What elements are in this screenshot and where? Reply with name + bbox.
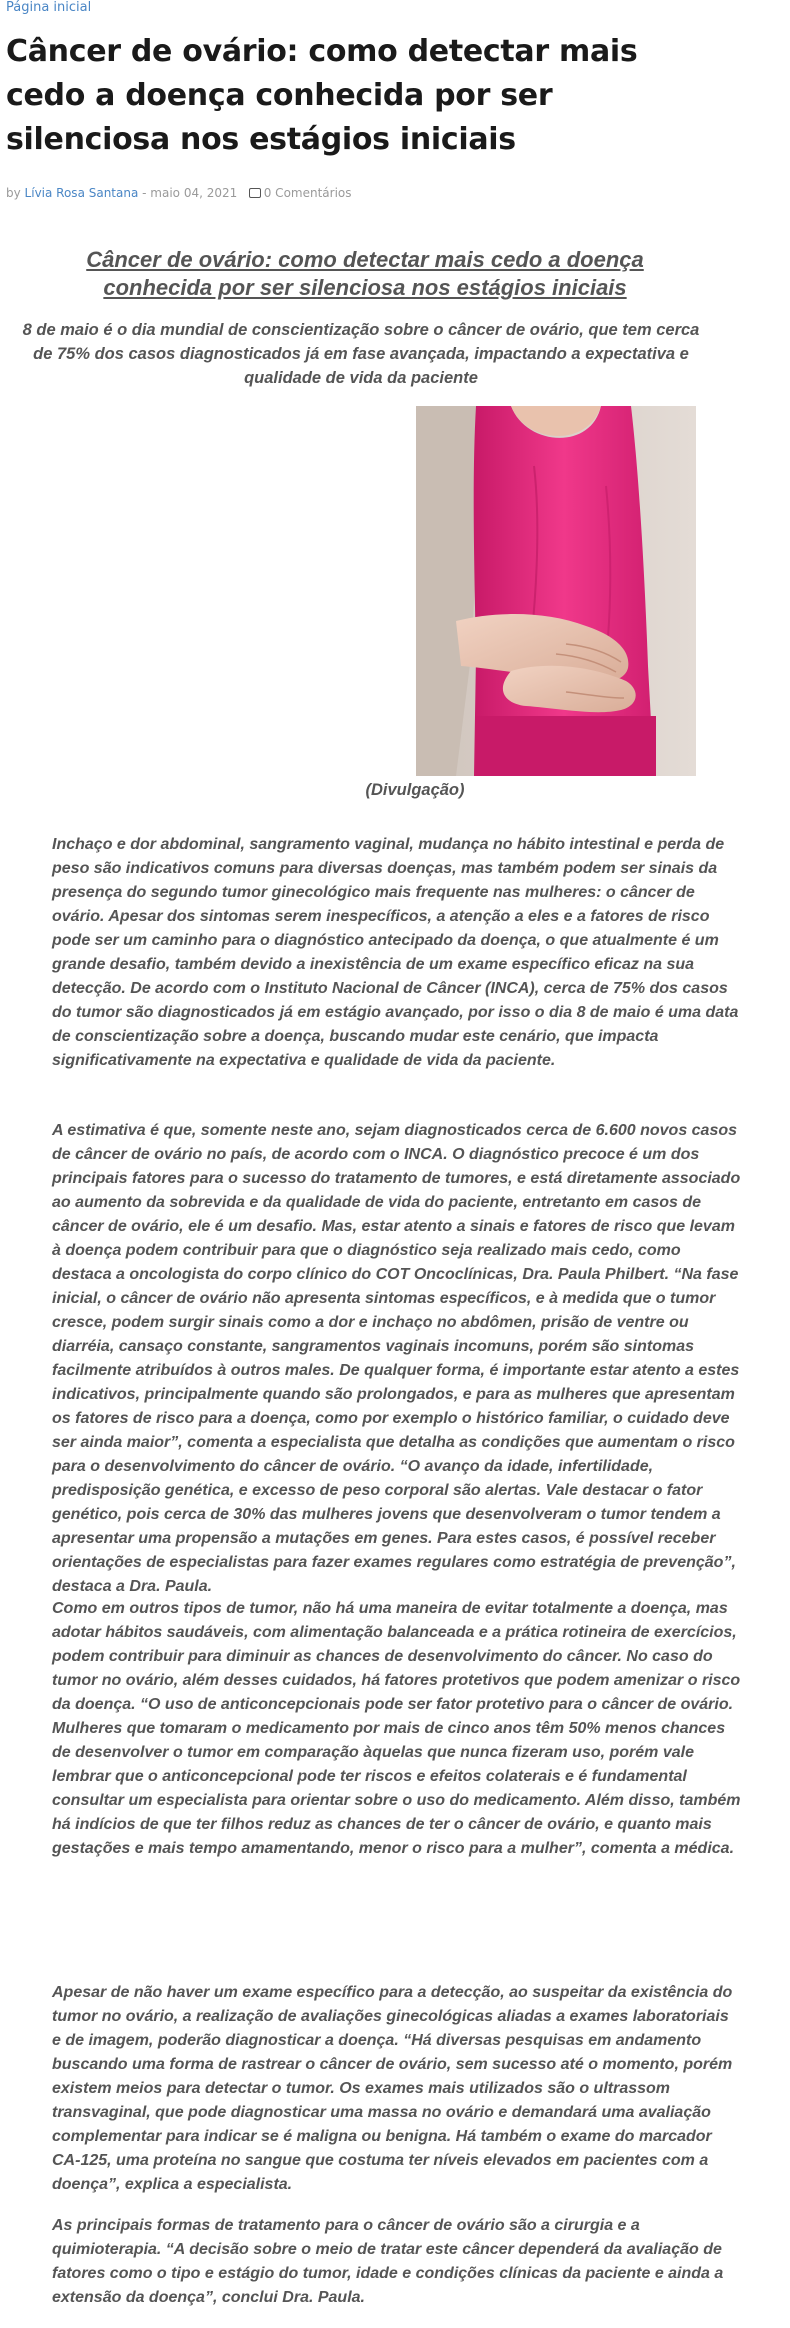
woman-abdomen-illustration — [416, 406, 696, 776]
comment-icon — [249, 188, 261, 198]
meta-by: by — [6, 186, 21, 200]
article-paragraph: A estimativa é que, somente neste ano, sejam diagnosticados cerca de 6.600 novos casos de câncer de ovário no país, de acordo com o INCA. O diagnóstico precoce é um dos principais fatores para o sucesso do tratamento de tumores, e está diretamente associado ao aumento da sobrevida e da qualidade de vida do paciente, entretanto em casos de câncer de ovário, ele é um desafio. Mas, estar atento a sinais e fatores de risco que levam à doença podem contribuir para que o diagnóstico seja realizado mais cedo, como destaca a oncologista do corpo clínico do COT Oncoclínicas, Dra. Paula Philbert. “Na fase inicial, o câncer de ovário não apresenta sintomas específicos, e à medida que o tumor cresce, podem surgir sinais como a dor e inchaço no abdômen, prisão de ventre ou diarréia, cansaço constante, sangramentos vaginais incomuns, porém são sintomas facilmente atribuídos à outros males. De qualquer forma, é importante estar atento a estes indicativos, principalmente quando são prolongados, e para as mulheres que apresentam os fatores de risco para a doença, como por exemplo o histórico familiar, o cuidado deve ser ainda maior”, comenta a especialista que detalha as condições que aumentam o risco para o desenvolvimento do câncer de ovário. “O avanço da idade, infertilidade, predisposição genética, e excesso de peso corporal são alertas. Vale destacar o fator genético, pois cerca de 30% das mulheres jovens que desenvolveram o tumor tendem a apresentar uma propensão a mutações em genes. Para estes casos, é possível receber orientações de especialistas para fazer exames regulares como estratégia de prevenção”, destaca a Dra. Paula. — [52, 1122, 741, 1595]
comments-link[interactable]: 0 Comentários — [263, 186, 352, 200]
author-link[interactable]: Lívia Rosa Santana — [24, 186, 139, 200]
article-subtitle: Câncer de ovário: como detectar mais cedo a doença conhecida por ser silenciosa nos estágios iniciais — [86, 247, 644, 300]
image-caption: (Divulgação) — [365, 781, 465, 799]
article-paragraph: As principais formas de tratamento para o câncer de ovário são a cirurgia e a quimioterapia. “A decisão sobre o meio de tratar este câncer dependerá da avaliação de fatores como o tipo e estágio do tumor, idade e condições clínicas da paciente e ainda a extensão da doença”, conclui Dra. Paula. — [52, 2217, 724, 2306]
meta-separator: - — [138, 186, 151, 200]
article-meta — [6, 186, 352, 200]
breadcrumb-home-link[interactable]: Página inicial — [6, 0, 92, 15]
article-paragraph: Como em outros tipos de tumor, não há uma maneira de evitar totalmente a doença, mas adotar hábitos saudáveis, com alimentação balanceada e a prática rotineira de exercícios, podem contribuir para diminuir as chances de desenvolvimento do câncer. No caso do tumor no ovário, além desses cuidados, há fatores protetivos que podem amenizar o risco da doença. “O uso de anticoncepcionais pode ser fator protetivo para o câncer de ovário. Mulheres que tomaram o medicamento por mais de cinco anos têm 50% menos chances de desenvolver o tumor em comparação àquelas que nunca fizeram uso, porém vale lembrar que o anticoncepcional pode ter riscos e efeitos colaterais e é fundamental consultar um especialista para orientar sobre o uso do medicamento. Além disso, também há indícios de que ter filhos reduz as chances de ter o câncer de ovário, e quanto mais gestações e mais tempo amamentando, menor o risco para a mulher”, comenta a médica. — [52, 1600, 741, 1857]
article-lead: 8 de maio é o dia mundial de conscientização sobre o câncer de ovário, que tem cerca de 75% dos casos diagnosticados já em fase avançada, impactando a expectativa e qualidade de vida da paciente — [22, 321, 700, 387]
article-photo — [416, 406, 696, 776]
publish-date: maio 04, 2021 — [150, 186, 238, 200]
article-title: Câncer de ovário: como detectar mais cedo a doença conhecida por ser silenciosa nos estágios iniciais — [6, 34, 638, 157]
article-paragraph: Inchaço e dor abdominal, sangramento vaginal, mudança no hábito intestinal e perda de peso são indicativos comuns para diversas doenças, mas também podem ser sinais da presença do segundo tumor ginecológico mais frequente nas mulheres: o câncer de ovário. Apesar dos sintomas serem inespecíficos, a atenção a eles e a fatores de risco pode ser um caminho para o diagnóstico antecipado da doença, o que atualmente é um grande desafio, também devido a inexistência de um exame específico eficaz na sua detecção. De acordo com o Instituto Nacional de Câncer (INCA), cerca de 75% dos casos do tumor são diagnosticados já em estágio avançado, por isso o dia 8 de maio é uma data de conscientização sobre a doença, buscando mudar este cenário, que impacta significativamente na expectativa e qualidade de vida da paciente. — [52, 836, 739, 1069]
article-paragraph: Apesar de não haver um exame específico para a detecção, ao suspeitar da existência do tumor no ovário, a realização de avaliações ginecológicas aliadas a exames laboratoriais e de imagem, poderão diagnosticar a doença. “Há diversas pesquisas em andamento buscando uma forma de rastrear o câncer de ovário, sem sucesso até o momento, porém existem meios para detectar o tumor. Os exames mais utilizados são o ultrassom transvaginal, que pode diagnosticar uma massa no ovário e demandará uma avaliação complementar para indicar se é maligna ou benigna. Há também o exame do marcador CA-125, uma proteína no sangue que costuma ter níveis elevados em pacientes com a doença”, explica a especialista. — [52, 1984, 733, 2193]
